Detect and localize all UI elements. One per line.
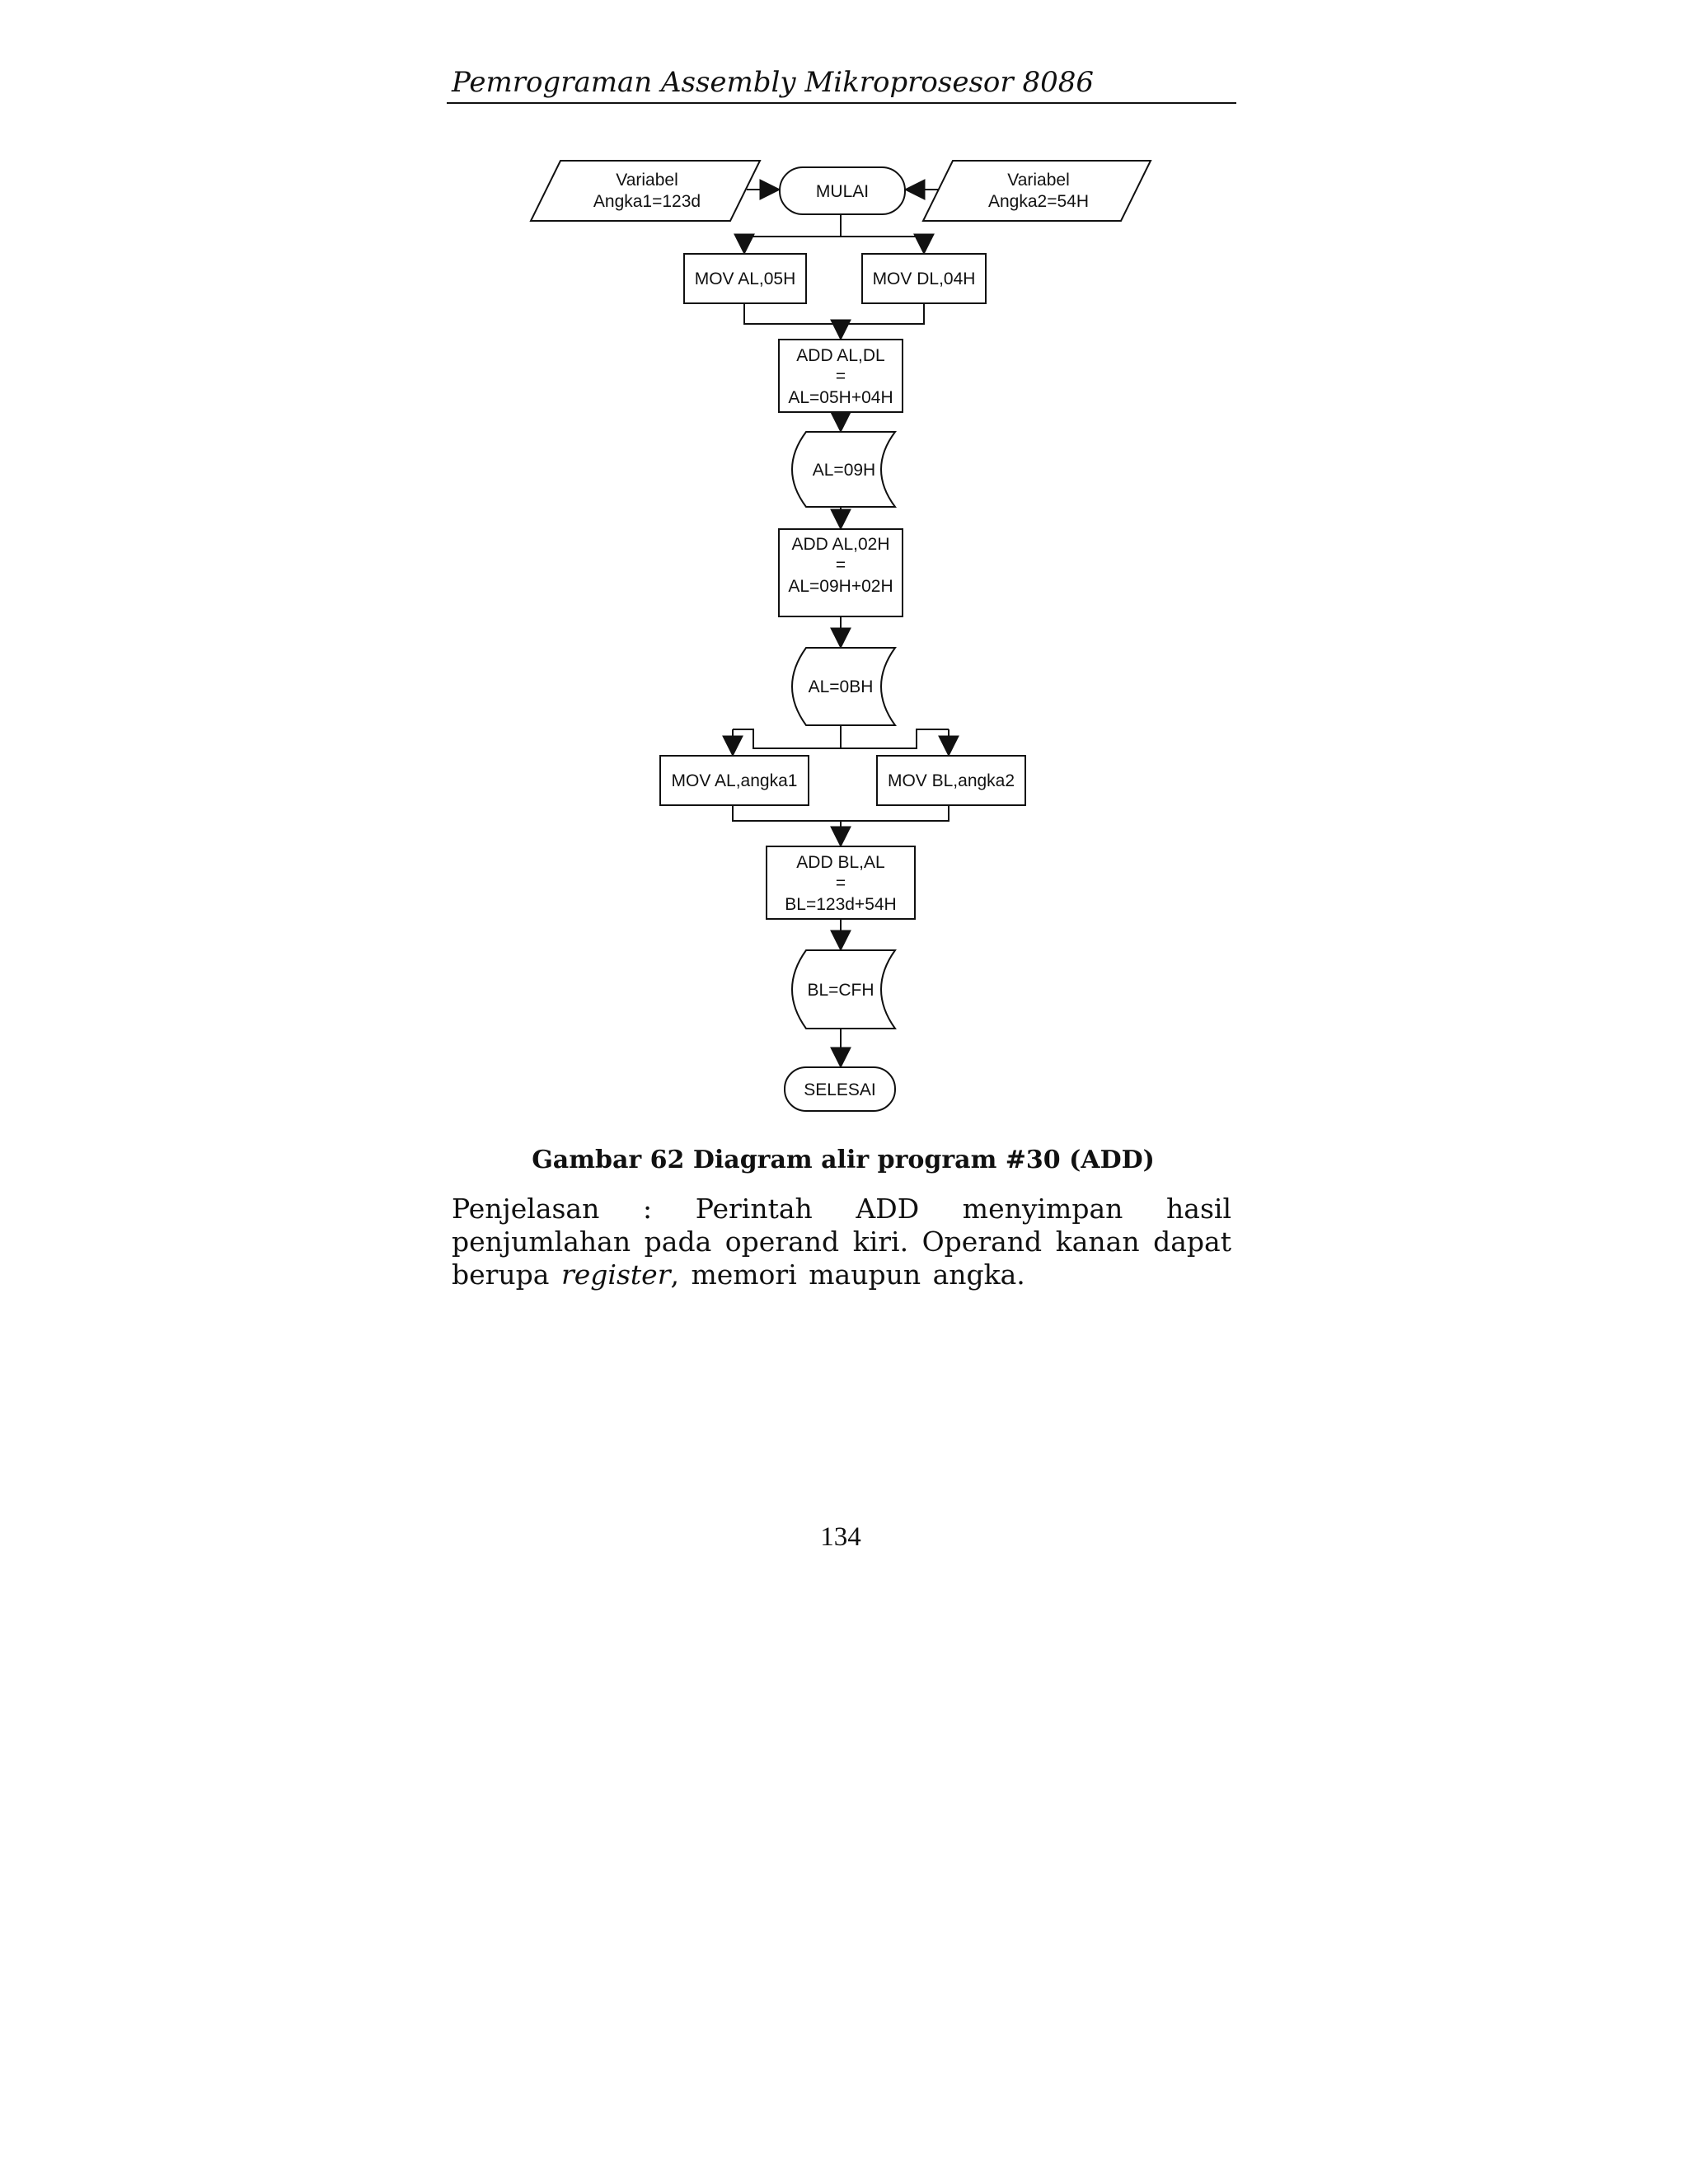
out2-label: AL=0BH: [808, 677, 874, 696]
add3-line3: BL=123d+54H: [785, 895, 897, 914]
connector-merge-2: [733, 805, 949, 821]
add3-line2: =: [835, 874, 846, 893]
input-node-angka1: [531, 161, 760, 221]
body-text-part2: , memori maupun angka.: [670, 1258, 1025, 1291]
out3-label: BL=CFH: [807, 981, 874, 1000]
input-right-line2: Angka2=54H: [987, 192, 1090, 211]
add1-line3: AL=05H+04H: [788, 388, 893, 407]
running-title: Pemrograman Assembly Mikroprosesor 8086: [452, 66, 1094, 99]
out1-label: AL=09H: [812, 461, 876, 480]
connector-start-split: [744, 214, 924, 237]
add3-line1: ADD BL,AL: [796, 853, 885, 872]
mov-al-05h-label: MOV AL,05H: [694, 269, 796, 288]
connector-split-2: [733, 725, 841, 748]
mov-dl-04h-label: MOV DL,04H: [872, 269, 976, 288]
body-italic-term: register: [560, 1258, 671, 1291]
mov-bl-angka2-label: MOV BL,angka2: [887, 771, 1015, 790]
add2-line3: AL=09H+02H: [788, 577, 893, 596]
input-node-angka2: [923, 161, 1151, 221]
add1-line2: =: [835, 367, 846, 386]
connector-merge-1: [744, 303, 924, 324]
body-text-part1: Penjelasan : Perintah ADD menyimpan hasil penjumlahan pada operand kiri. Operand kanan dapat berupa: [452, 1193, 1231, 1291]
page-number: 134: [820, 1522, 861, 1552]
input-left-line1: Variabel: [616, 171, 678, 190]
add2-line1: ADD AL,02H: [791, 535, 890, 554]
add1-line1: ADD AL,DL: [796, 346, 885, 365]
end-label: SELESAI: [804, 1080, 876, 1099]
connector-split-2-right: [841, 729, 949, 748]
body-paragraph: [452, 1193, 1231, 1291]
start-label: MULAI: [815, 182, 870, 201]
mov-al-angka1-label: MOV AL,angka1: [671, 771, 798, 790]
figure-caption: Gambar 62 Diagram alir program #30 (ADD): [532, 1146, 1155, 1174]
add2-line2: =: [835, 555, 846, 574]
input-right-line1: Variabel: [1007, 171, 1070, 190]
input-left-line2: Angka1=123d: [593, 192, 701, 211]
